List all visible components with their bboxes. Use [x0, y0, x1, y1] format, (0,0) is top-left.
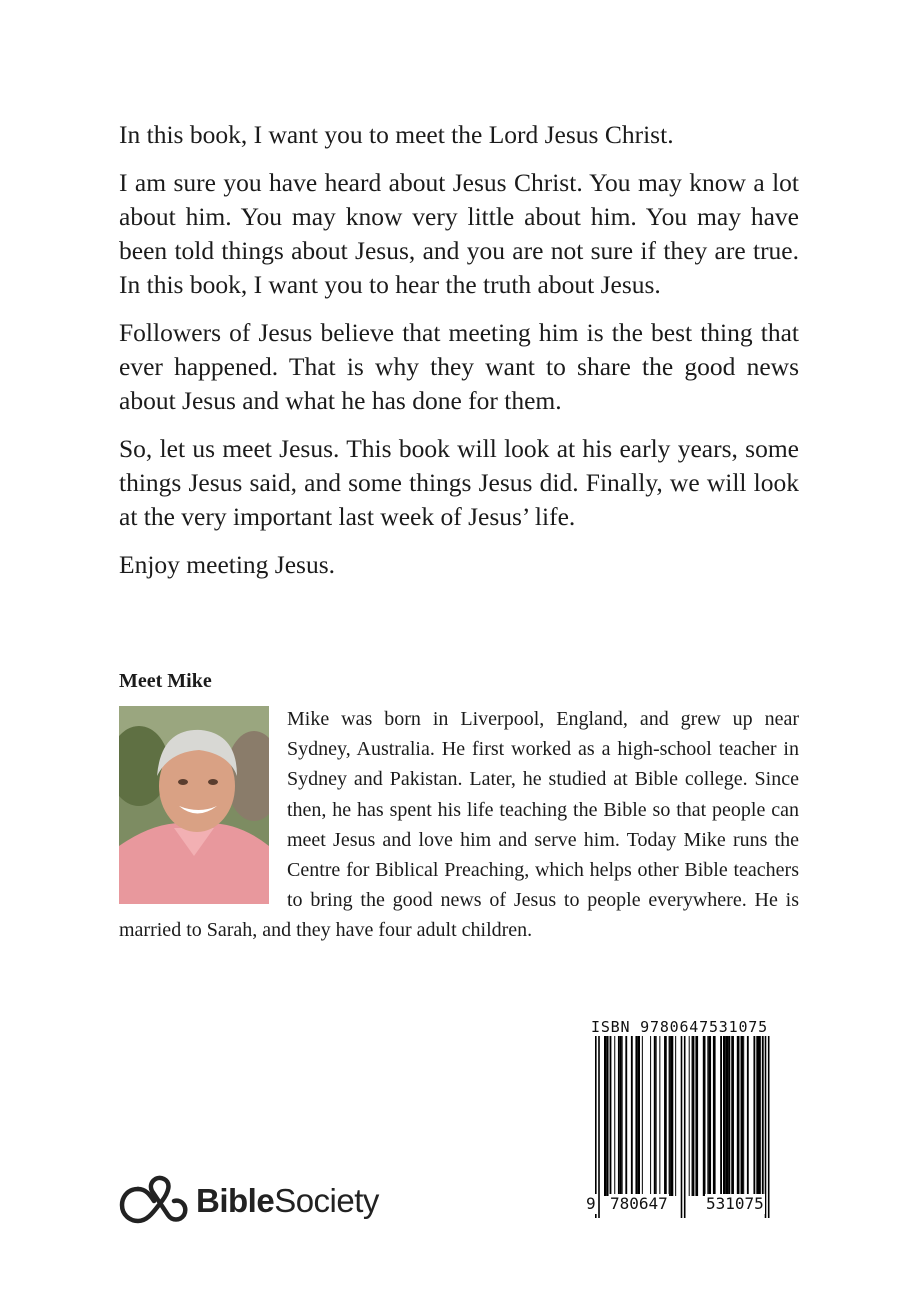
barcode-bar	[637, 1036, 640, 1196]
barcode-bar	[762, 1036, 764, 1196]
barcode-bar	[656, 1036, 657, 1196]
barcode-bar	[707, 1036, 708, 1196]
barcode-bar	[728, 1036, 730, 1196]
barcode-bar	[747, 1036, 749, 1196]
barcode-bar	[759, 1036, 761, 1196]
barcode-bar	[723, 1036, 726, 1196]
intro-paragraph-3: Followers of Jesus believe that meeting him is the best thing that ever happened. That is why they want to share the good news about Jesus and what he has done for them.	[119, 318, 799, 415]
publisher-name: BibleSociety	[196, 1182, 379, 1219]
barcode-digit-first: 9	[586, 1194, 596, 1213]
author-section	[119, 668, 799, 946]
barcode-bar	[713, 1036, 716, 1196]
barcode-bar	[654, 1036, 656, 1196]
barcode-digits	[585, 1194, 803, 1216]
barcode-bar	[689, 1036, 690, 1196]
barcode-bar	[620, 1036, 622, 1196]
barcode-guard-bar	[684, 1036, 686, 1218]
barcode-bar	[753, 1036, 755, 1196]
barcode-digits-right: 531075	[706, 1194, 764, 1213]
barcode-digits-left: 780647	[610, 1194, 668, 1213]
intro-section	[119, 118, 799, 596]
barcode-bar	[671, 1036, 674, 1196]
barcode-bar	[604, 1036, 607, 1196]
barcode-bar	[731, 1036, 734, 1196]
isbn-label: ISBN 9780647531075	[591, 1018, 768, 1036]
barcode-bar	[610, 1036, 612, 1196]
barcode-guard-bar	[595, 1036, 597, 1218]
barcode-bar	[642, 1036, 643, 1196]
barcode-guard-bar	[768, 1036, 770, 1218]
barcode-bar	[618, 1036, 620, 1196]
intro-paragraph-1: In this book, I want you to meet the Lord Jesus Christ.	[119, 120, 674, 149]
barcode-bar	[720, 1036, 722, 1196]
intro-paragraph-4: So, let us meet Jesus. This book will look at his early years, some things Jesus said, and some things Jesus did. Finally, we will look at the very important last week of Jesus’ life.	[119, 434, 799, 531]
barcode-guard-bar	[765, 1036, 767, 1218]
barcode-bar	[741, 1036, 744, 1196]
author-portrait-image	[119, 706, 269, 904]
author-photo	[119, 706, 269, 904]
barcode-bar	[659, 1036, 660, 1196]
barcode-bar	[692, 1036, 693, 1196]
barcode-bar	[675, 1036, 676, 1196]
isbn-barcode	[585, 1036, 803, 1218]
barcode-bar	[625, 1036, 627, 1196]
barcode-bar	[622, 1036, 623, 1196]
intro-paragraph-5: Enjoy meeting Jesus.	[119, 550, 336, 579]
publisher-logo	[118, 1175, 379, 1227]
barcode-bar	[670, 1036, 671, 1196]
linked-loops-icon	[118, 1175, 188, 1227]
barcode-bar	[726, 1036, 729, 1196]
barcode-bar	[669, 1036, 670, 1196]
barcode-guard-bar	[681, 1036, 683, 1218]
barcode-bar	[614, 1036, 615, 1196]
author-heading: Meet Mike	[119, 670, 212, 692]
barcode-bar	[708, 1036, 711, 1196]
barcode-bar	[737, 1036, 740, 1196]
barcode-bar	[635, 1036, 637, 1196]
barcode-bar	[607, 1036, 609, 1196]
barcode-bar	[695, 1036, 698, 1196]
intro-paragraph-2: I am sure you have heard about Jesus Christ. You may know a lot about him. You may know very little about him. You may have been told things about Jesus, and you are not sure if they are true. In this book, I want you to hear the truth about Jesus.	[119, 168, 799, 299]
author-bio: Mike was born in Liverpool, England, and grew up near Sydney, Australia. He first worked as a high-school teacher in Sydney and Pakistan. Later, he studied at Bible college. Since then, he has spent his life teaching the Bible so that people can meet Jesus and love him and serve him. Today Mike runs the Centre for Biblical Preaching, which helps other Bible teachers to bring the good news of Jesus to people everywhere. He is married to Sarah, and they have four adult children.	[119, 708, 799, 942]
barcode-bar	[693, 1036, 695, 1196]
barcode-bar	[743, 1036, 744, 1196]
barcode-bar	[664, 1036, 667, 1196]
barcode-bar	[631, 1036, 633, 1196]
barcode-bar	[703, 1036, 706, 1196]
barcode-bar	[756, 1036, 759, 1196]
barcode-bar	[650, 1036, 651, 1196]
barcode-guard-bar	[598, 1036, 600, 1218]
